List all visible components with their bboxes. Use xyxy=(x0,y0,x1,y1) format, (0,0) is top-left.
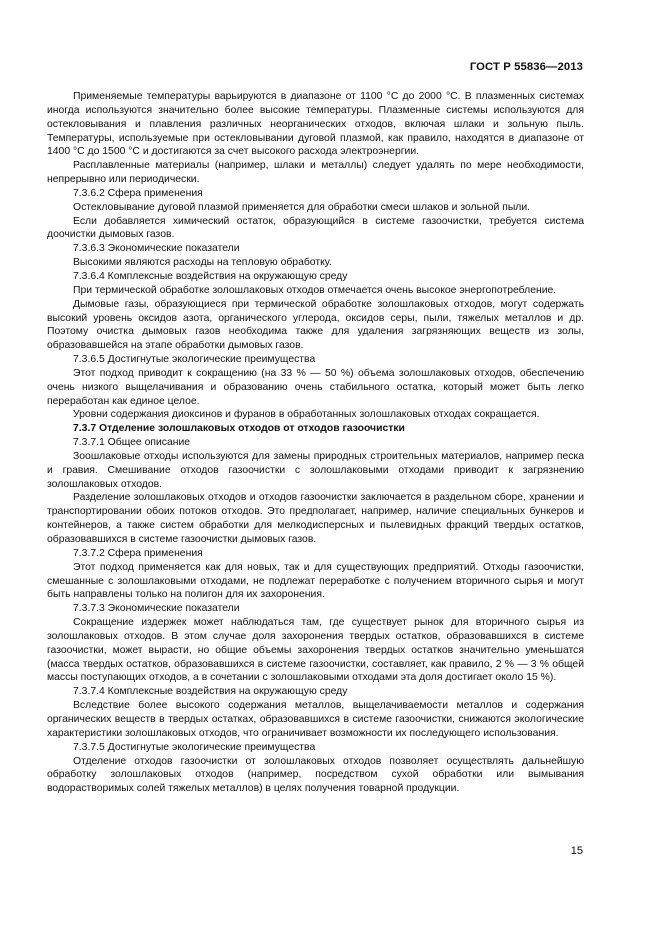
paragraph: Применяемые температуры варьируются в диапазоне от 1100 °С до 2000 °С. В плазменных системах иногда используются значительно более высокие температуры. Плазменные системы используются для остекловывания и плавления различных неорганических отходов, включая шлаки и зольную пыль. Температуры, используемые при остекловывании дуговой плазмой, как правило, находятся в диапазоне от 1400 °С до 1500 °С и достигаются за счет высокого расхода электроэнергии. xyxy=(47,91,584,158)
paragraph: Этот подход применяется как для новых, так и для существующих предприятий. Отходы газоочистки, смешанные с золошлаковыми отходами, не подлежат переработке с получением вторичного сырья и могут быть направлены только на полигон для их захоронения. xyxy=(47,561,584,601)
section-heading: 7.3.7 Отделение золошлаковых отходов от отходов газоочистки xyxy=(73,423,405,435)
paragraph: Вследствие более высокого содержания металлов, выщелачиваемости металлов и содержания органических веществ в твердых остатках, образовавшихся в системе газоочистки, снижаются экологические характеристики золошлаковых отходов, что ограничивает возможности их последующего использования. xyxy=(47,700,584,739)
document-body xyxy=(47,90,584,796)
section-heading: 7.3.7.1 Общее описание xyxy=(73,437,191,449)
paragraph: Если добавляется химический остаток, образующийся в системе газоочистки, требуется система доочистки дымовых газов. xyxy=(47,215,584,241)
paragraph: Расплавленные материалы (например, шлаки и металлы) следует удалять по мере необходимости, непрерывно или периодически. xyxy=(47,160,584,186)
paragraph: Разделение золошлаковых отходов и отходов газоочистки заключается в раздельном сборе, хранении и транспортировании обоих потоков отходов. Это предполагает, например, наличие специальных бункеров и контейнеров, а также систем обработки для мелкодисперсных и пылевидных фракций твердых остатков, образовавшихся в системе газоочистки дымовых газов. xyxy=(47,492,584,545)
paragraph: Уровни содержания диоксинов и фуранов в обработанных золошлаковых отходах сокращается. xyxy=(73,409,540,421)
section-heading: 7.3.7.3 Экономические показатели xyxy=(73,603,240,615)
paragraph: Дымовые газы, образующиеся при термической обработке золошлаковых отходов, могут содержать высокий уровень оксидов азота, органического углерода, оксидов серы, пыли, тяжелых металлов и др. Поэтому очистка дымовых газов необходима также для удаления загрязняющих веществ из золы, образовавшейся на этапе обработки дымовых газов. xyxy=(47,298,584,352)
section-heading: 7.3.7.4 Комплексные воздействия на окружающую среду xyxy=(73,686,348,698)
paragraph: Отделение отходов газоочистки от золошлаковых отходов позволяет осуществлять дальнейшую обработку золошлаковых отходов (например, посредством сухой обработки или вымывания водорастворимых солей тяжелых металлов) в целях получения товарной продукции. xyxy=(47,755,584,795)
paragraph: Сокращение издержек может наблюдаться там, где существует рынок для вторичного сырья из золошлаковых отходов. В этом случае доля захоронения твердых остатков, образовавшихся в системе газоочистки, может вырасти, но общие объемы захоронения твердых остатков значительно уменьшатся (масса твердых остатков, образовавшихся в системе газоочистки, составляет, как правило, 2 % — 3 % общей массы поступающих отходов, а в сочетании с золошлаковыми отходами эта доля достигает около 15 %). xyxy=(47,617,584,684)
paragraph: Этот подход приводит к сокращению (на 33 % — 50 %) объема золошлаковых отходов, обеспечению очень низкого выщелачивания и образованию очень стабильного остатка, который может быть легко переработан как единое целое. xyxy=(47,367,584,407)
section-heading: 7.3.6.3 Экономические показатели xyxy=(73,243,240,255)
section-heading: 7.3.6.2 Сфера применения xyxy=(73,187,203,199)
paragraph: Остекловывание дуговой плазмой применяется для обработки смеси шлаков и зольной пыли. xyxy=(73,201,531,213)
section-heading: 7.3.6.5 Достигнутые экологические преимущества xyxy=(73,354,316,366)
paragraph: Высокими являются расходы на тепловую обработку. xyxy=(73,257,332,269)
page-number: 15 xyxy=(570,845,583,857)
paragraph: При термической обработке золошлаковых отходов отмечается очень высокое энергопотребление. xyxy=(73,284,557,296)
section-heading: 7.3.7.5 Достигнутые экологические преимущества xyxy=(73,741,316,753)
paragraph: Зоошлаковые отходы используются для замены природных строительных материалов, например песка и гравия. Смешивание отходов газоочистки с золошлаковыми отходами приводит к загрязнению золошлаковых отходов. xyxy=(47,450,584,490)
section-heading: 7.3.6.4 Комплексные воздействия на окружающую среду xyxy=(73,270,348,282)
standard-designation: ГОСТ Р 55836—2013 xyxy=(469,61,583,73)
section-heading: 7.3.7.2 Сфера применения xyxy=(73,547,203,559)
